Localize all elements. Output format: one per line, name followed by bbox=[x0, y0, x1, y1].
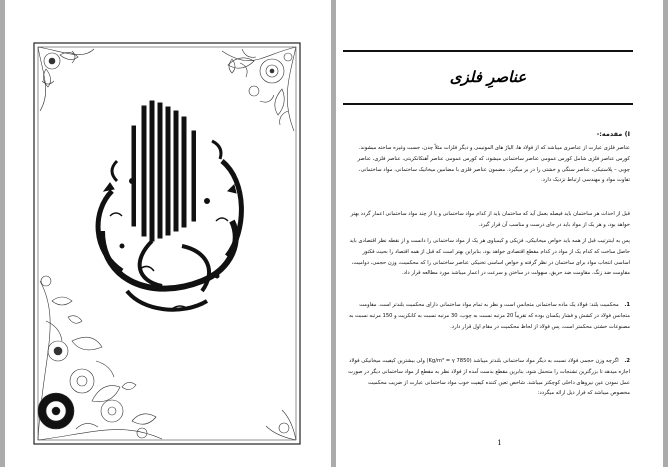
top-right-floral-corner bbox=[222, 47, 296, 131]
list-item-text: محکمیت بلند: فولاد یک ماده ساختمانی متجانس است و نظر به تمام مواد ساختمانی دارای محکمیت بلندتر است. مقاومت متجانس فولاد در کشش و فشار یکسان بوده که تقریباً 20 مرتبه نسبت به چوب، 30 مرتبه نسبت به کانکریت و 150 مرتبه نسبت به مصنوعات خشتی محکمتر است، پس فولاد از لحاظ محکمیت در مقام اول قرار دارد. bbox=[349, 302, 630, 330]
bottom-right-floral-corner bbox=[266, 410, 296, 440]
paragraph-intro: عناصر فلزی عبارت از عناصری میباشد که از فولاد ها، الیاژ های المونیمی و دیگر فلزات مثلاً چدن، جست وغیره ساخته میشوند. کورس عناصر فلزی شامل کورس عمومی عناصر ساختمانی میشود، که کورس عمومی عناصر آهنکانکریتی، عناصر فلزی، عناصر چوبی – پلاستیکی، عناصر سنگی و خشتی را در بر میگیرد. مضمون عناصر فلزی با مضامین میخانیک ساختمانی، مواد ساختمانی، تفاوت مواد و مهندسی ارتباط نزدیک دارد. bbox=[357, 145, 630, 184]
left-page bbox=[5, 0, 331, 467]
page-title: عناصرِ فلزی bbox=[449, 68, 527, 86]
list-item-text: اگرچه وزن حجمی فولاد نسبت به دیگر مواد ساختمانی بلندتر میباشد (7850 Kg/m³ = γ) ولی بیشترین کیفیت میخانیکی فولاد اجازه میدهد تا بزرگترین تشنجات را متحمل شود، بنابرین مقطع بدست آمده از فولاد نظر به مقطع از مواد ساختمانی دیگر در صورت عمل نمودن عین نیروهای داخلی کوچکتر میباشد. شاخص تعین کننده کیفیت خوب مواد ساختمانی عبارت از ضریب محکمیت مخصوص میباشد که فرار ذیل ارائه میگردد: bbox=[348, 358, 630, 397]
list-item-strength bbox=[348, 300, 630, 332]
list-item-density bbox=[348, 356, 630, 399]
page-number: 1 bbox=[497, 439, 502, 447]
title-underline-rule bbox=[343, 103, 633, 105]
bottom-left-floral-corner bbox=[38, 276, 162, 440]
top-rule bbox=[343, 50, 633, 52]
top-left-floral-corner bbox=[38, 47, 94, 111]
ornamental-frame bbox=[32, 41, 302, 446]
paragraph-properties: پس به اینترتیب قبل از همه باید خواص میخانیکی، فزیکی و کیمیاوی هر یک از مواد ساختمانی را دانست و از نقطه نظر اقتصادی باید حاصل ساخت که کدام یک از مواد در کدام مقطع اقتصادی خواهد بود، بنابراین بهتر است که قبل از همه اقتصاد را بحیث فکتور اساسی انتخاب مواد برای ساختمان در نظر گرفته و خواص اساسی تخنیکی عناصر ساختمانی را که محکمیت، وزن حجمی، دوامیت، مقاومت ضد زنگ، مقاومت ضد حریق، سهولت در ساختن و سرعت در اعمار میباشد مورد مطالعه قرار داد. bbox=[349, 238, 630, 277]
list-number: 2. bbox=[624, 358, 630, 364]
section-heading: I) مقدمه:- bbox=[596, 130, 630, 138]
list-number: 1. bbox=[624, 302, 630, 308]
right-page bbox=[336, 0, 663, 467]
paragraph-material-choice: قبل از احداث هر ساختمان باید فیصله بعمل آید که ساختمان باید از کدام مواد ساختمانی و یا از چند مواد ساختمانی اعمار گردد بهتر خواهد بود، و هر یک از مواد باید در جای درست و مناسب آن قرار گیرد. bbox=[350, 211, 630, 228]
bismillah-calligraphy bbox=[98, 101, 241, 310]
